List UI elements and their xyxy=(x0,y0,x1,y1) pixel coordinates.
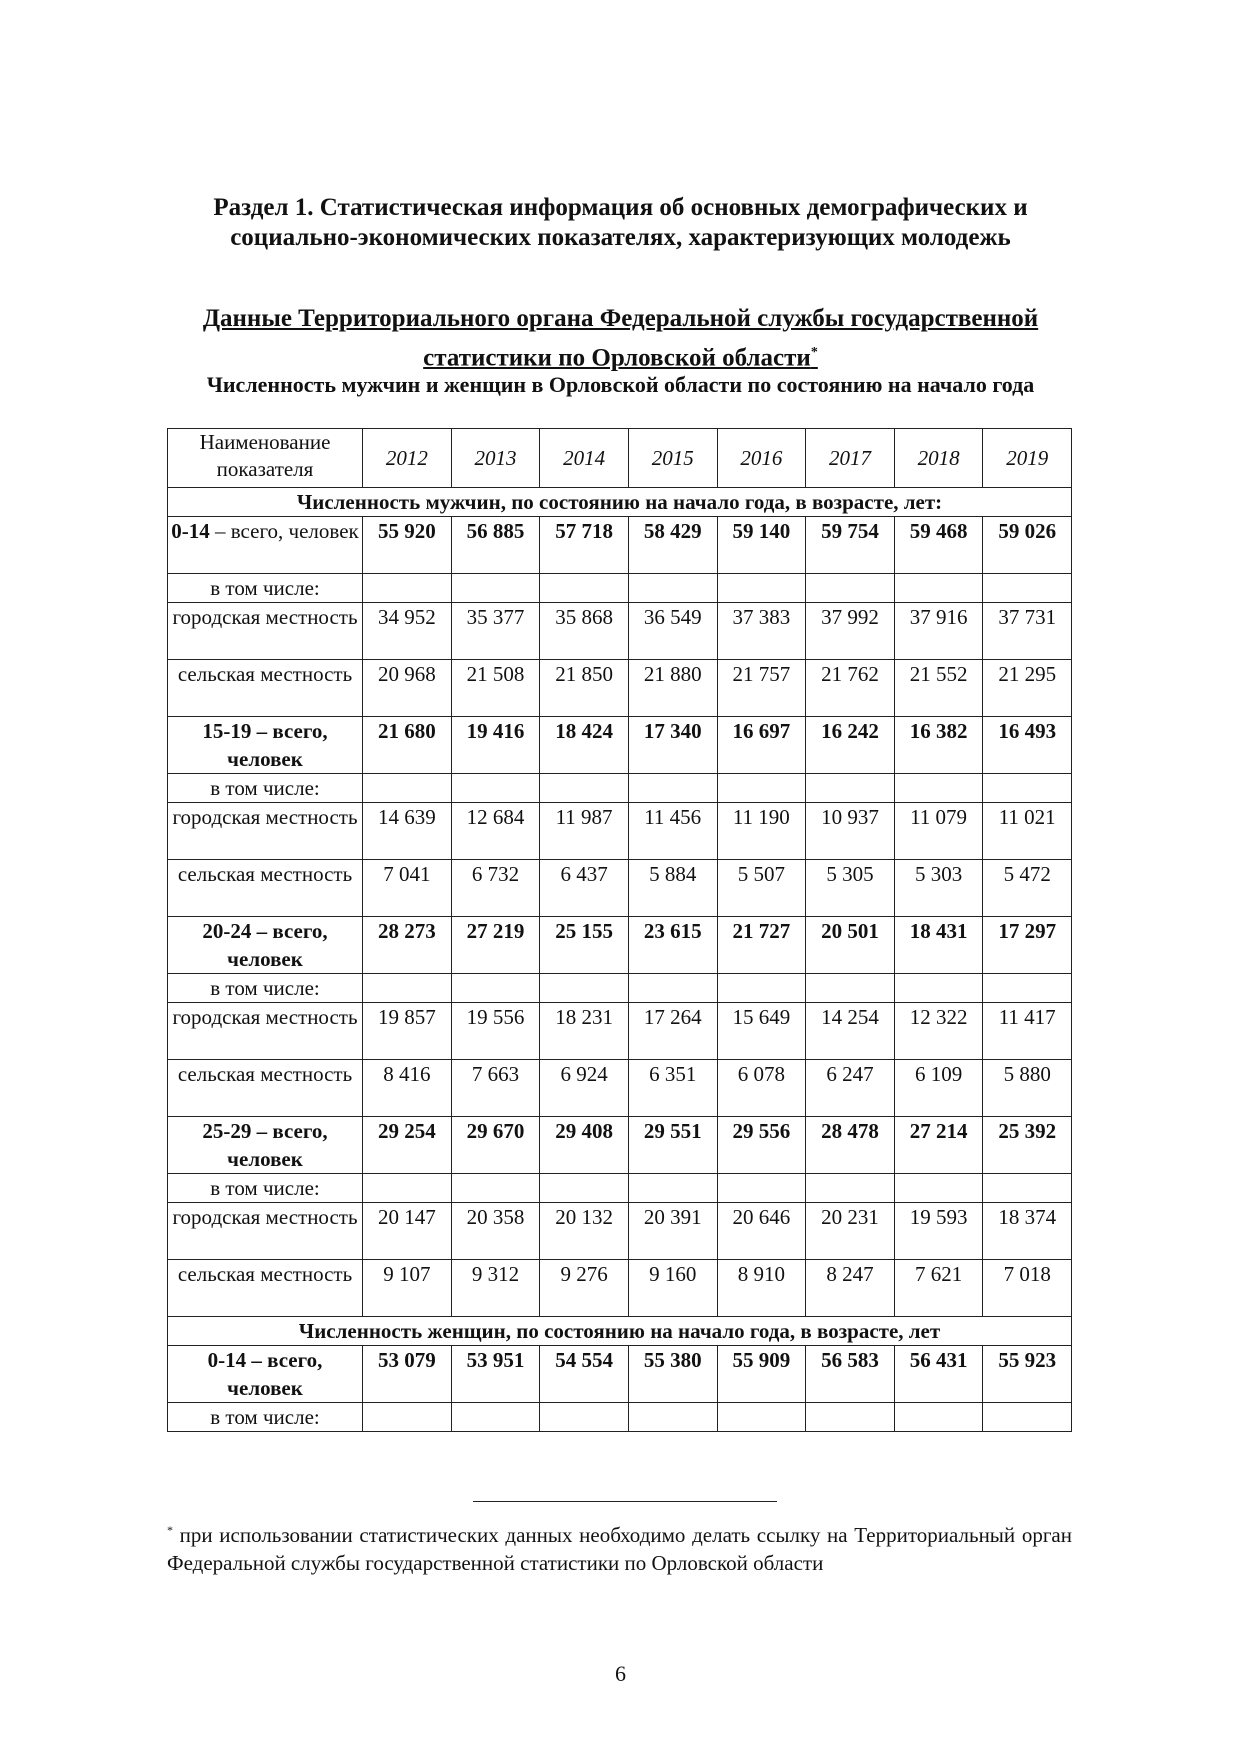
men-section-row xyxy=(168,488,1072,517)
rural-row-value-cell: 6 732 xyxy=(451,860,540,917)
empty-cell xyxy=(451,574,540,603)
header-name-cell: Наименование показателя xyxy=(168,429,363,488)
source-title-text: Данные Территориального органа Федеральной службы государственной статистики по Орловской области xyxy=(202,305,1039,372)
empty-cell xyxy=(806,1403,895,1432)
rural-row-value-cell: 6 351 xyxy=(628,1060,717,1117)
rural-row xyxy=(168,1060,1072,1117)
total-value-cell: 25 155 xyxy=(540,917,629,974)
source-footnote-mark: * xyxy=(810,345,818,360)
empty-cell xyxy=(628,1403,717,1432)
including-row xyxy=(168,1403,1072,1432)
rural-row-label: сельская местность xyxy=(168,660,363,717)
urban-row-value-cell: 17 264 xyxy=(628,1003,717,1060)
empty-cell xyxy=(628,974,717,1003)
rural-row-value-cell: 8 247 xyxy=(806,1260,895,1317)
empty-cell xyxy=(540,774,629,803)
empty-cell xyxy=(540,974,629,1003)
total-value-cell: 59 026 xyxy=(983,517,1072,574)
urban-row-value-cell: 20 358 xyxy=(451,1203,540,1260)
urban-row-value-cell: 15 649 xyxy=(717,1003,806,1060)
rural-row-value-cell: 21 508 xyxy=(451,660,540,717)
including-row xyxy=(168,974,1072,1003)
empty-cell xyxy=(628,574,717,603)
year-header-cell: 2017 xyxy=(806,429,895,488)
rural-row-value-cell: 5 303 xyxy=(894,860,983,917)
total-value-cell: 55 923 xyxy=(983,1346,1072,1403)
total-value-cell: 54 554 xyxy=(540,1346,629,1403)
rural-row-value-cell: 8 416 xyxy=(363,1060,452,1117)
empty-cell xyxy=(363,774,452,803)
age-group-label xyxy=(168,1346,363,1403)
total-value-cell: 16 242 xyxy=(806,717,895,774)
footnote xyxy=(167,1516,1072,1577)
source-title xyxy=(160,302,1081,375)
year-header-cell: 2016 xyxy=(717,429,806,488)
rural-row-value-cell: 5 472 xyxy=(983,860,1072,917)
including-row xyxy=(168,1174,1072,1203)
age-total-row xyxy=(168,1346,1072,1403)
urban-row-value-cell: 35 868 xyxy=(540,603,629,660)
urban-row-value-cell: 34 952 xyxy=(363,603,452,660)
rural-row-value-cell: 9 160 xyxy=(628,1260,717,1317)
urban-row-value-cell: 20 391 xyxy=(628,1203,717,1260)
empty-cell xyxy=(806,974,895,1003)
men-section-row-cell: Численность мужчин, по состоянию на начало года, в возрасте, лет: xyxy=(168,488,1072,517)
urban-row-value-cell: 14 254 xyxy=(806,1003,895,1060)
age-total-caption: – всего, человек xyxy=(227,919,328,971)
urban-row-value-cell: 35 377 xyxy=(451,603,540,660)
population-table xyxy=(167,428,1072,1432)
total-value-cell: 55 920 xyxy=(363,517,452,574)
urban-row xyxy=(168,803,1072,860)
empty-cell xyxy=(894,774,983,803)
rural-row-value-cell: 6 078 xyxy=(717,1060,806,1117)
total-value-cell: 53 079 xyxy=(363,1346,452,1403)
empty-cell xyxy=(451,1403,540,1432)
empty-cell xyxy=(363,1403,452,1432)
age-range: 0-14 xyxy=(171,519,210,543)
rural-row-value-cell: 6 924 xyxy=(540,1060,629,1117)
total-value-cell: 29 556 xyxy=(717,1117,806,1174)
total-value-cell: 23 615 xyxy=(628,917,717,974)
rural-row-value-cell: 21 762 xyxy=(806,660,895,717)
urban-row-label: городская местность xyxy=(168,803,363,860)
including-label: в том числе: xyxy=(168,574,363,603)
age-range: 15-19 xyxy=(202,719,252,743)
total-value-cell: 56 583 xyxy=(806,1346,895,1403)
rural-row-value-cell: 9 107 xyxy=(363,1260,452,1317)
rural-row-label: сельская местность xyxy=(168,860,363,917)
urban-row-value-cell: 37 383 xyxy=(717,603,806,660)
age-total-row xyxy=(168,917,1072,974)
total-value-cell: 19 416 xyxy=(451,717,540,774)
urban-row-value-cell: 20 132 xyxy=(540,1203,629,1260)
empty-cell xyxy=(983,1174,1072,1203)
age-total-row xyxy=(168,517,1072,574)
urban-row-value-cell: 36 549 xyxy=(628,603,717,660)
age-group-label xyxy=(168,717,363,774)
page-number: 6 xyxy=(615,1661,626,1686)
including-label: в том числе: xyxy=(168,774,363,803)
total-value-cell: 59 754 xyxy=(806,517,895,574)
total-value-cell: 59 468 xyxy=(894,517,983,574)
empty-cell xyxy=(451,974,540,1003)
age-group-label xyxy=(168,1117,363,1174)
rural-row-value-cell: 5 880 xyxy=(983,1060,1072,1117)
urban-row-value-cell: 19 593 xyxy=(894,1203,983,1260)
rural-row-value-cell: 21 880 xyxy=(628,660,717,717)
including-row xyxy=(168,574,1072,603)
urban-row-label: городская местность xyxy=(168,1203,363,1260)
rural-row-value-cell: 5 884 xyxy=(628,860,717,917)
empty-cell xyxy=(806,774,895,803)
urban-row-value-cell: 12 684 xyxy=(451,803,540,860)
age-group-label xyxy=(168,517,363,574)
empty-cell xyxy=(806,574,895,603)
empty-cell xyxy=(717,774,806,803)
total-value-cell: 16 697 xyxy=(717,717,806,774)
total-value-cell: 58 429 xyxy=(628,517,717,574)
rural-row xyxy=(168,660,1072,717)
empty-cell xyxy=(894,574,983,603)
urban-row xyxy=(168,1003,1072,1060)
total-value-cell: 27 214 xyxy=(894,1117,983,1174)
rural-row-value-cell: 7 621 xyxy=(894,1260,983,1317)
empty-cell xyxy=(894,974,983,1003)
age-range: 25-29 xyxy=(202,1119,252,1143)
including-label: в том числе: xyxy=(168,974,363,1003)
rural-row xyxy=(168,1260,1072,1317)
urban-row-value-cell: 19 556 xyxy=(451,1003,540,1060)
urban-row-label: городская местность xyxy=(168,1003,363,1060)
total-value-cell: 17 340 xyxy=(628,717,717,774)
rural-row-value-cell: 21 295 xyxy=(983,660,1072,717)
empty-cell xyxy=(983,1403,1072,1432)
total-value-cell: 29 408 xyxy=(540,1117,629,1174)
total-value-cell: 18 424 xyxy=(540,717,629,774)
age-total-caption: – всего, человек xyxy=(227,1348,323,1400)
rural-row-value-cell: 6 437 xyxy=(540,860,629,917)
age-total-caption: – всего, человек xyxy=(227,1119,328,1171)
empty-cell xyxy=(540,1403,629,1432)
total-value-cell: 18 431 xyxy=(894,917,983,974)
total-value-cell: 29 551 xyxy=(628,1117,717,1174)
including-label: в том числе: xyxy=(168,1403,363,1432)
year-header-cell: 2014 xyxy=(540,429,629,488)
rural-row-value-cell: 6 247 xyxy=(806,1060,895,1117)
urban-row-value-cell: 11 417 xyxy=(983,1003,1072,1060)
footnote-mark: * xyxy=(167,1523,173,1537)
empty-cell xyxy=(628,774,717,803)
rural-row-value-cell: 9 276 xyxy=(540,1260,629,1317)
urban-row-value-cell: 37 992 xyxy=(806,603,895,660)
total-value-cell: 56 431 xyxy=(894,1346,983,1403)
empty-cell xyxy=(983,974,1072,1003)
rural-row-value-cell: 6 109 xyxy=(894,1060,983,1117)
empty-cell xyxy=(363,974,452,1003)
urban-row-value-cell: 18 374 xyxy=(983,1203,1072,1260)
urban-row-label: городская местность xyxy=(168,603,363,660)
age-group-label xyxy=(168,917,363,974)
empty-cell xyxy=(983,574,1072,603)
rural-row-value-cell: 8 910 xyxy=(717,1260,806,1317)
total-value-cell: 28 478 xyxy=(806,1117,895,1174)
urban-row-value-cell: 11 079 xyxy=(894,803,983,860)
total-value-cell: 29 254 xyxy=(363,1117,452,1174)
urban-row-value-cell: 37 731 xyxy=(983,603,1072,660)
empty-cell xyxy=(540,574,629,603)
age-range: 0-14 xyxy=(207,1348,247,1372)
year-header-cell: 2019 xyxy=(983,429,1072,488)
rural-row-value-cell: 7 663 xyxy=(451,1060,540,1117)
empty-cell xyxy=(717,574,806,603)
including-label: в том числе: xyxy=(168,1174,363,1203)
women-section-row xyxy=(168,1317,1072,1346)
empty-cell xyxy=(717,974,806,1003)
including-row xyxy=(168,774,1072,803)
rural-row-label: сельская местность xyxy=(168,1260,363,1317)
empty-cell xyxy=(717,1174,806,1203)
rural-row-value-cell: 20 968 xyxy=(363,660,452,717)
year-header-cell: 2015 xyxy=(628,429,717,488)
rural-row-value-cell: 9 312 xyxy=(451,1260,540,1317)
empty-cell xyxy=(363,574,452,603)
total-value-cell: 59 140 xyxy=(717,517,806,574)
empty-cell xyxy=(983,774,1072,803)
total-value-cell: 55 909 xyxy=(717,1346,806,1403)
total-value-cell: 29 670 xyxy=(451,1117,540,1174)
age-total-caption: – всего, человек xyxy=(227,719,328,771)
rural-row-value-cell: 21 850 xyxy=(540,660,629,717)
total-value-cell: 56 885 xyxy=(451,517,540,574)
total-value-cell: 27 219 xyxy=(451,917,540,974)
footnote-separator xyxy=(473,1501,777,1502)
urban-row-value-cell: 12 322 xyxy=(894,1003,983,1060)
empty-cell xyxy=(451,1174,540,1203)
age-total-row xyxy=(168,1117,1072,1174)
rural-row-value-cell: 7 041 xyxy=(363,860,452,917)
total-value-cell: 16 493 xyxy=(983,717,1072,774)
header-row xyxy=(168,429,1072,488)
total-value-cell: 28 273 xyxy=(363,917,452,974)
total-value-cell: 25 392 xyxy=(983,1117,1072,1174)
rural-row-value-cell: 7 018 xyxy=(983,1260,1072,1317)
urban-row-value-cell: 11 456 xyxy=(628,803,717,860)
rural-row xyxy=(168,860,1072,917)
urban-row-value-cell: 19 857 xyxy=(363,1003,452,1060)
urban-row xyxy=(168,603,1072,660)
empty-cell xyxy=(894,1403,983,1432)
empty-cell xyxy=(540,1174,629,1203)
age-total-caption: – всего, человек xyxy=(209,519,359,543)
rural-row-value-cell: 21 552 xyxy=(894,660,983,717)
total-value-cell: 53 951 xyxy=(451,1346,540,1403)
rural-row-label: сельская местность xyxy=(168,1060,363,1117)
urban-row-value-cell: 20 231 xyxy=(806,1203,895,1260)
urban-row-value-cell: 20 646 xyxy=(717,1203,806,1260)
urban-row-value-cell: 20 147 xyxy=(363,1203,452,1260)
empty-cell xyxy=(628,1174,717,1203)
empty-cell xyxy=(894,1174,983,1203)
rural-row-value-cell: 5 507 xyxy=(717,860,806,917)
total-value-cell: 57 718 xyxy=(540,517,629,574)
total-value-cell: 55 380 xyxy=(628,1346,717,1403)
empty-cell xyxy=(451,774,540,803)
age-range: 20-24 xyxy=(202,919,252,943)
empty-cell xyxy=(806,1174,895,1203)
total-value-cell: 21 727 xyxy=(717,917,806,974)
rural-row-value-cell: 21 757 xyxy=(717,660,806,717)
total-value-cell: 20 501 xyxy=(806,917,895,974)
year-header-cell: 2012 xyxy=(363,429,452,488)
empty-cell xyxy=(717,1403,806,1432)
footnote-text: при использовании статистических данных необходимо делать ссылку на Территориальный орган Федеральной службы государственной статистики по Орловской области xyxy=(167,1523,1072,1575)
section-title: Раздел 1. Статистическая информация об основных демографических и социально-экономических показателях, характеризующих молодежь xyxy=(213,194,1028,251)
urban-row-value-cell: 37 916 xyxy=(894,603,983,660)
total-value-cell: 16 382 xyxy=(894,717,983,774)
urban-row-value-cell: 11 987 xyxy=(540,803,629,860)
urban-row-value-cell: 14 639 xyxy=(363,803,452,860)
urban-row xyxy=(168,1203,1072,1260)
women-section-row-cell: Численность женщин, по состоянию на начало года, в возрасте, лет xyxy=(168,1317,1072,1346)
year-header-cell: 2018 xyxy=(894,429,983,488)
urban-row-value-cell: 18 231 xyxy=(540,1003,629,1060)
rural-row-value-cell: 5 305 xyxy=(806,860,895,917)
urban-row-value-cell: 10 937 xyxy=(806,803,895,860)
table-title: Численность мужчин и женщин в Орловской области по состоянию на начало года xyxy=(206,372,1035,397)
empty-cell xyxy=(363,1174,452,1203)
total-value-cell: 17 297 xyxy=(983,917,1072,974)
urban-row-value-cell: 11 021 xyxy=(983,803,1072,860)
year-header-cell: 2013 xyxy=(451,429,540,488)
age-total-row xyxy=(168,717,1072,774)
total-value-cell: 21 680 xyxy=(363,717,452,774)
urban-row-value-cell: 11 190 xyxy=(717,803,806,860)
